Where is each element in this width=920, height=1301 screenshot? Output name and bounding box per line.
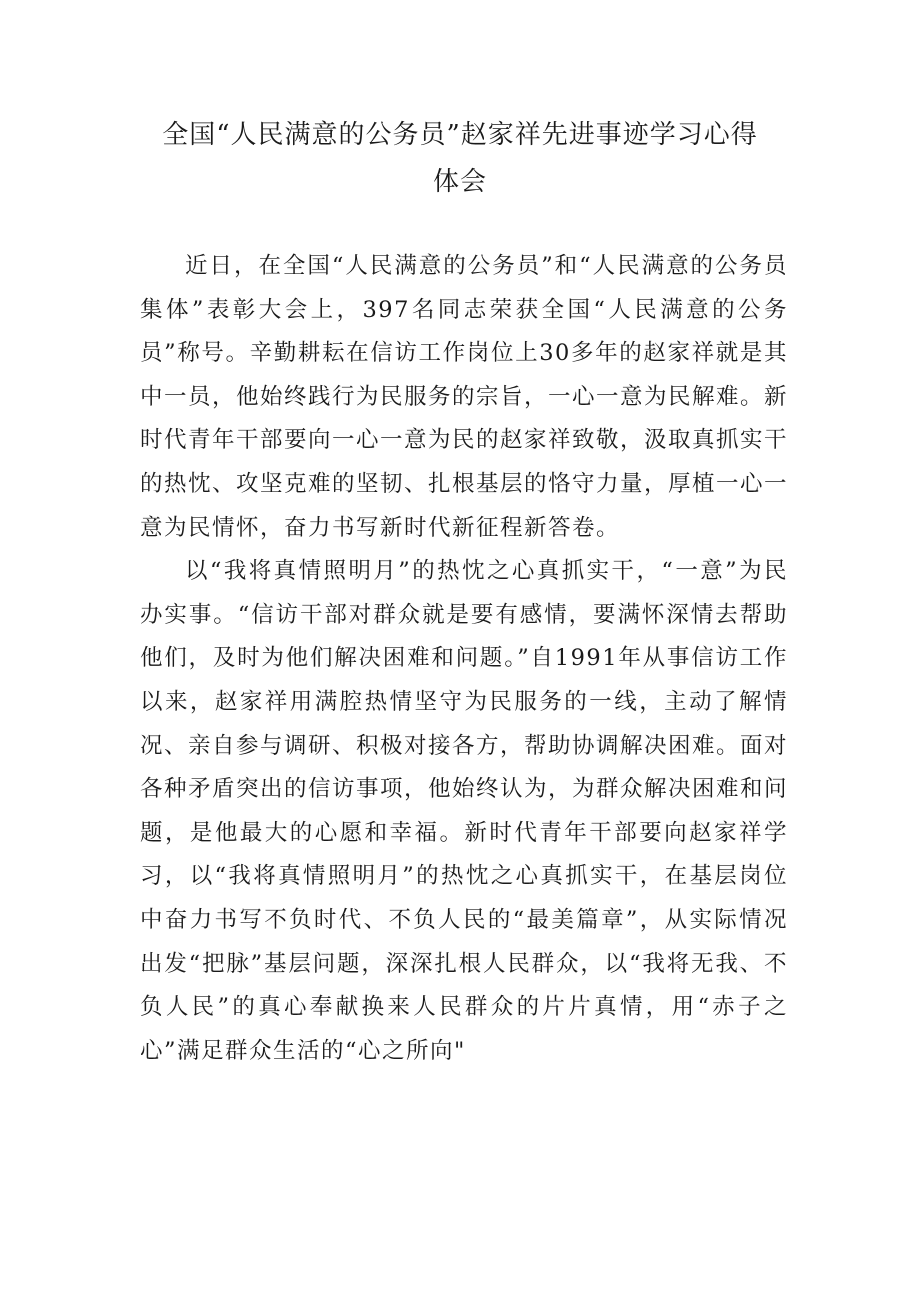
title-line-1: 全国“人民满意的公务员”赵家祥先进事迹学习心得 <box>162 120 758 150</box>
document-body <box>140 245 788 1073</box>
document-title <box>130 112 790 206</box>
title-line-2: 体会 <box>432 167 487 197</box>
paragraph-2: 以“我将真情照明月”的热忱之心真抓实干，“一意”为民办实事。“信访干部对群众就是要有感情，要满怀深情去帮助他们，及时为他们解决困难和问题。”自1991年从事信访工作以来，赵家祥用满腔热情坚守为民服务的一线，主动了解情况、亲自参与调研、积极对接各方，帮助协调解决困难。面对各种矛盾突出的信访事项，他始终认为，为群众解决困难和问题，是他最大的心愿和幸福。新时代青年干部要向赵家祥学习，以“我将真情照明月”的热忱之心真抓实干，在基层岗位中奋力书写不负时代、不负人民的“最美篇章”，从实际情况出发“把脉”基层问题，深深扎根人民群众，以“我将无我、不负人民”的真心奉献换来人民群众的片片真情，用“赤子之心”满足群众生活的“心之所向" <box>140 558 789 1064</box>
paragraph-1: 近日，在全国“人民满意的公务员”和“人民满意的公务员集体”表彰大会上，397名同志荣获全国“人民满意的公务员”称号。辛勤耕耘在信访工作岗位上30多年的赵家祥就是其中一员，他始终践行为民服务的宗旨，一心一意为民解难。新时代青年干部要向一心一意为民的赵家祥致敬，汲取真抓实干的热忱、攻坚克难的坚韧、扎根基层的恪守力量，厚植一心一意为民情怀，奋力书写新时代新征程新答卷。 <box>140 253 789 541</box>
